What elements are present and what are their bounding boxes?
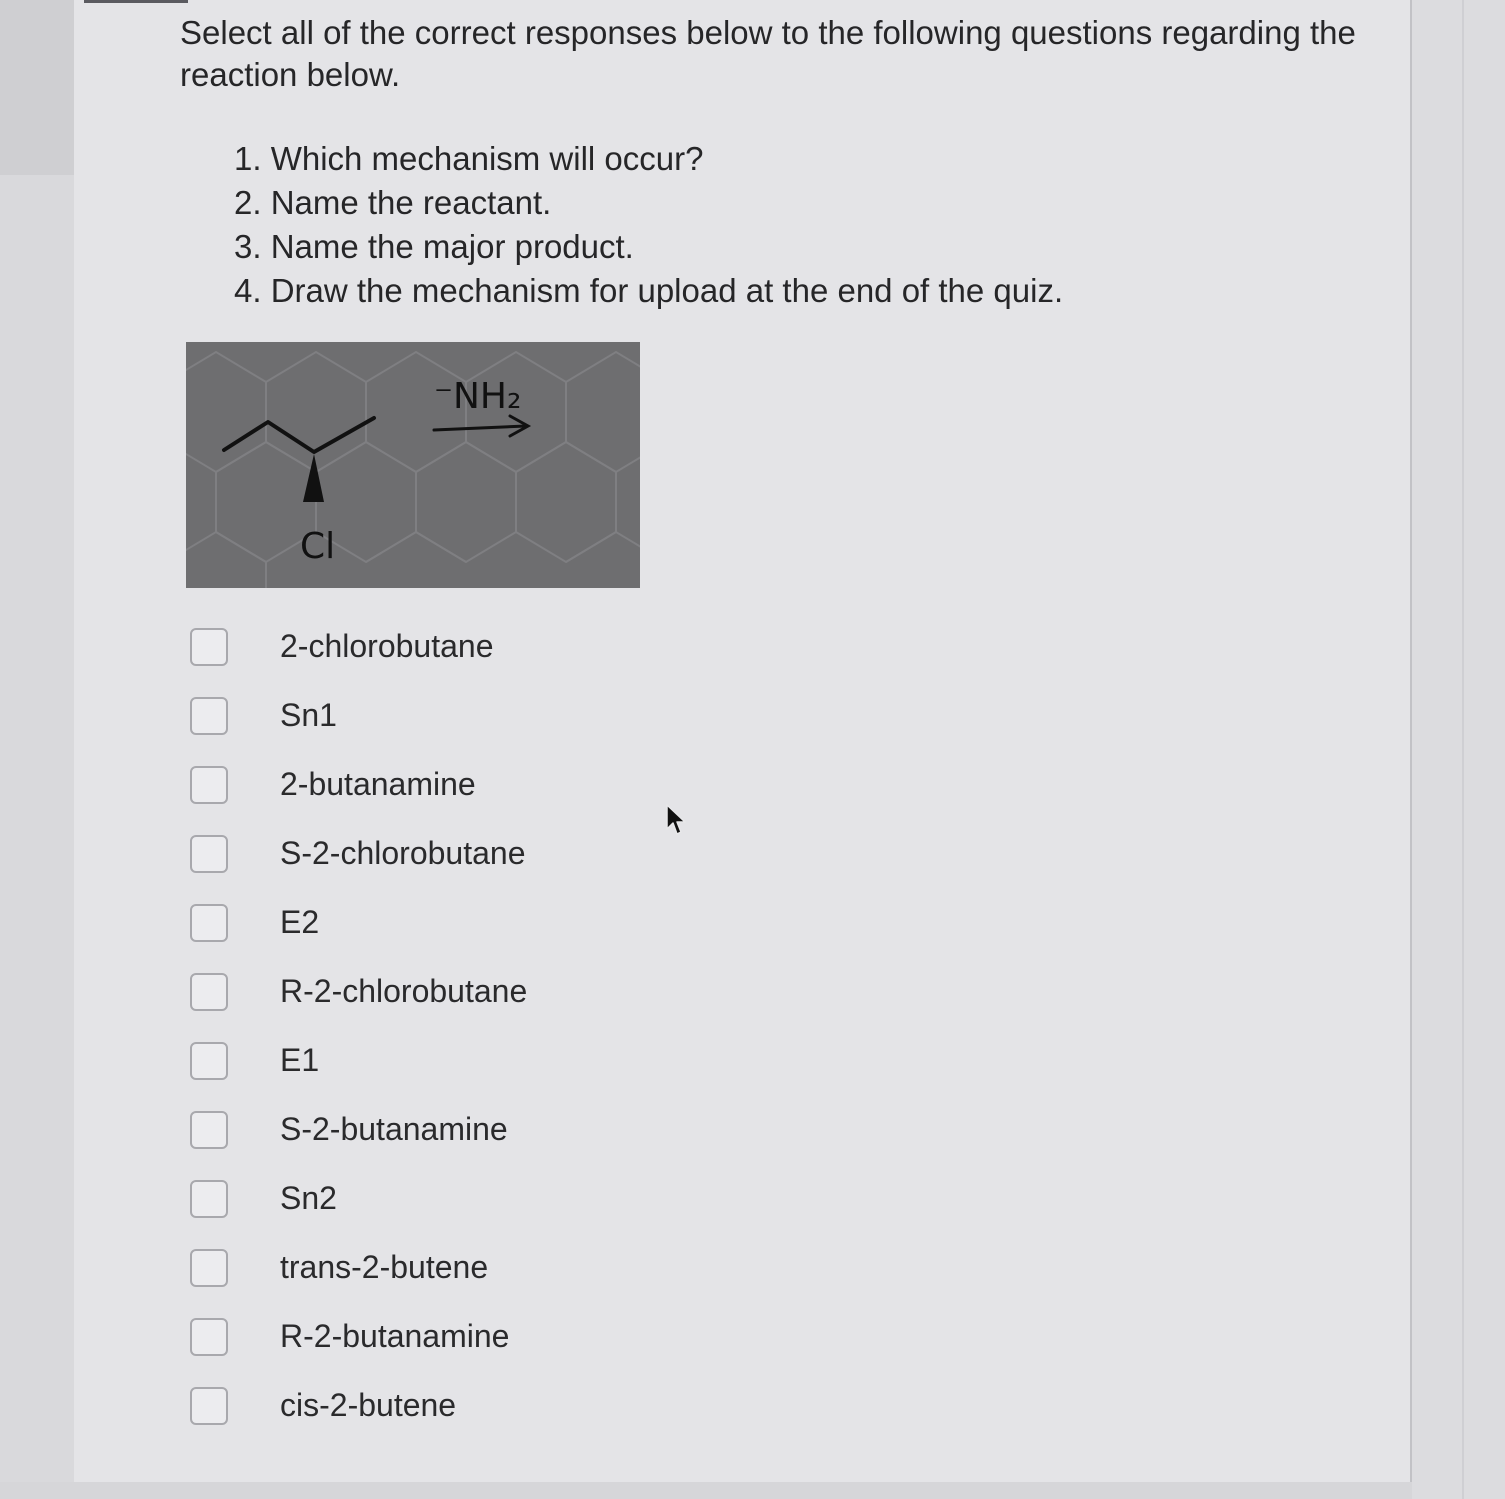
option-checkbox[interactable]	[190, 904, 228, 942]
question-item: 3. Name the major product.	[234, 228, 634, 265]
option-label: cis-2-butene	[280, 1387, 457, 1423]
reagent-label: ⁻NH₂	[434, 376, 522, 417]
answer-option[interactable]	[190, 1164, 790, 1233]
answer-option[interactable]	[190, 819, 790, 888]
answer-option[interactable]	[190, 612, 790, 681]
answer-option[interactable]	[190, 1095, 790, 1164]
left-margin-shade	[0, 0, 74, 175]
option-label: S-2-butanamine	[280, 1111, 508, 1147]
answer-options	[190, 612, 790, 1440]
reaction-drawing	[186, 342, 640, 588]
answer-option[interactable]	[190, 750, 790, 819]
option-checkbox[interactable]	[190, 835, 228, 873]
option-label: Sn1	[280, 697, 337, 733]
answer-option[interactable]	[190, 681, 790, 750]
option-checkbox[interactable]	[190, 766, 228, 804]
right-side-panel	[1412, 0, 1505, 1499]
option-label: 2-chlorobutane	[280, 628, 494, 664]
option-label: R-2-chlorobutane	[280, 973, 528, 1009]
answer-option[interactable]	[190, 1026, 790, 1095]
substituent-label: Cl	[300, 526, 336, 567]
option-checkbox[interactable]	[190, 973, 228, 1011]
option-checkbox[interactable]	[190, 1318, 228, 1356]
question-item: 4. Draw the mechanism for upload at the end of the quiz.	[234, 272, 1064, 309]
option-checkbox[interactable]	[190, 697, 228, 735]
option-checkbox[interactable]	[190, 1180, 228, 1218]
hex-grid-pattern	[186, 352, 640, 588]
option-checkbox[interactable]	[190, 1111, 228, 1149]
option-label: trans-2-butene	[280, 1249, 489, 1285]
option-label: E2	[280, 904, 320, 940]
question-item: 2. Name the reactant.	[234, 184, 552, 221]
top-accent-bar	[84, 0, 188, 3]
option-checkbox[interactable]	[190, 1387, 228, 1425]
reaction-image	[186, 342, 640, 588]
wedge-bond	[303, 454, 324, 502]
option-label: S-2-chlorobutane	[280, 835, 526, 871]
molecule-skeleton	[224, 418, 374, 452]
answer-option[interactable]	[190, 888, 790, 957]
answer-option[interactable]	[190, 1371, 790, 1440]
option-checkbox[interactable]	[190, 1042, 228, 1080]
option-label: E1	[280, 1042, 320, 1078]
answer-option[interactable]	[190, 1233, 790, 1302]
option-label: R-2-butanamine	[280, 1318, 510, 1354]
option-checkbox[interactable]	[190, 628, 228, 666]
option-label: 2-butanamine	[280, 766, 476, 802]
question-item: 1. Which mechanism will occur?	[234, 140, 704, 177]
question-list	[234, 137, 1063, 313]
bottom-edge	[0, 1482, 1412, 1499]
answer-option[interactable]	[190, 1302, 790, 1371]
question-instructions: Select all of the correct responses below to the following questions regarding the reaction below.	[180, 14, 1356, 93]
option-checkbox[interactable]	[190, 1249, 228, 1287]
reaction-arrow	[434, 416, 528, 436]
option-label: Sn2	[280, 1180, 337, 1216]
mouse-pointer-icon	[664, 803, 688, 839]
answer-option[interactable]	[190, 957, 790, 1026]
